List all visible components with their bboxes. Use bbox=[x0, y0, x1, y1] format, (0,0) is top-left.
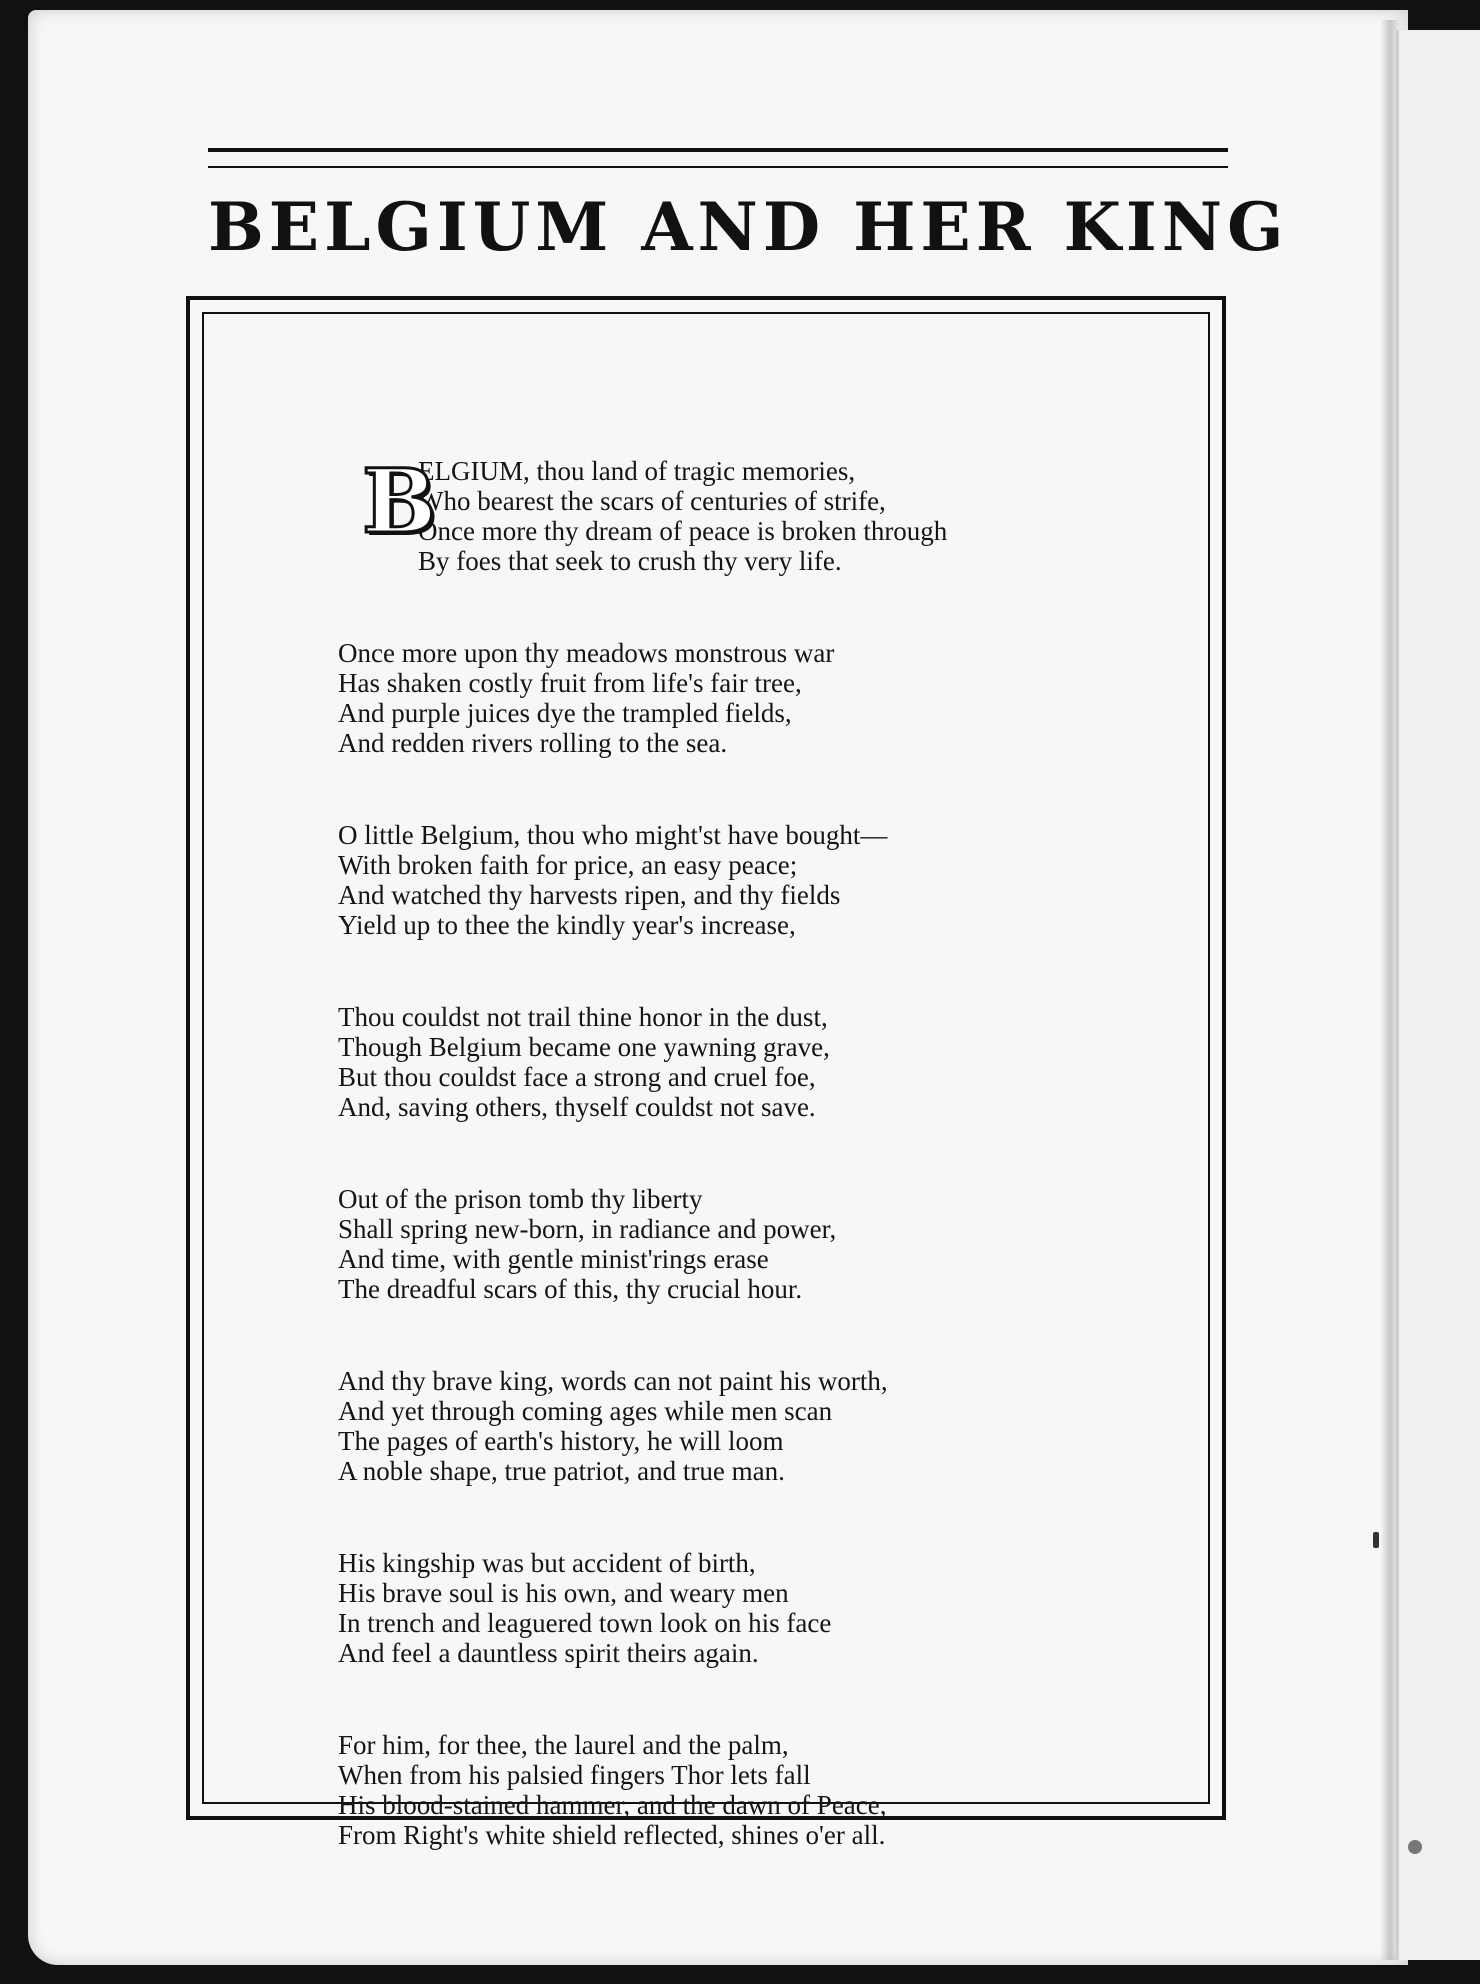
ink-mark bbox=[1373, 1532, 1379, 1548]
poem-line: The dreadful scars of this, thy crucial hour. bbox=[338, 1274, 803, 1304]
poem-line: By foes that seek to crush thy very life. bbox=[418, 546, 842, 576]
poem-line: And feel a dauntless spirit theirs again. bbox=[338, 1638, 759, 1668]
poem-line: Has shaken costly fruit from life's fair tree, bbox=[338, 668, 802, 698]
poem-line: His kingship was but accident of birth, bbox=[338, 1548, 756, 1578]
poem-line: Yield up to thee the kindly year's increase, bbox=[338, 910, 796, 940]
poem-line: The pages of earth's history, he will loom bbox=[338, 1426, 784, 1456]
stanza bbox=[338, 1184, 1098, 1304]
poem-line: Shall spring new-born, in radiance and power, bbox=[338, 1214, 837, 1244]
drop-cap: B bbox=[362, 449, 437, 553]
stanza bbox=[338, 1002, 1098, 1122]
poem-line: Once more thy dream of peace is broken through bbox=[418, 516, 948, 546]
poem-line: Once more upon thy meadows monstrous war bbox=[338, 638, 835, 668]
poem-line: His brave soul is his own, and weary men bbox=[338, 1578, 789, 1608]
stanza bbox=[338, 1730, 1098, 1850]
poem-line: But thou couldst face a strong and cruel foe, bbox=[338, 1062, 816, 1092]
poem-line: Who bearest the scars of centuries of strife, bbox=[418, 486, 886, 516]
facing-page-edge bbox=[1396, 30, 1480, 1960]
poem-line: For him, for thee, the laurel and the palm, bbox=[338, 1730, 789, 1760]
page-title: BELGIUM AND HER KING bbox=[208, 188, 1289, 266]
poem-line: And thy brave king, words can not paint his worth, bbox=[338, 1366, 888, 1396]
stanza bbox=[338, 449, 1098, 576]
poem-line: A noble shape, true patriot, and true man. bbox=[338, 1456, 785, 1486]
ink-dot bbox=[1408, 1840, 1422, 1854]
poem-line: Though Belgium became one yawning grave, bbox=[338, 1032, 830, 1062]
stanza bbox=[338, 1548, 1098, 1668]
title-double-rule bbox=[208, 148, 1228, 168]
poem bbox=[338, 449, 1098, 1912]
poem-line: And purple juices dye the trampled fields, bbox=[338, 698, 792, 728]
poem-line: And watched thy harvests ripen, and thy fields bbox=[338, 880, 841, 910]
poem-line: His blood-stained hammer, and the dawn of Peace, bbox=[338, 1790, 887, 1820]
stanza bbox=[338, 638, 1098, 758]
poem-line: O little Belgium, thou who might'st have bought— bbox=[338, 820, 888, 850]
poem-line: And, saving others, thyself couldst not save. bbox=[338, 1092, 816, 1122]
poem-line: Out of the prison tomb thy liberty bbox=[338, 1184, 703, 1214]
poem-line: And time, with gentle minist'rings erase bbox=[338, 1244, 769, 1274]
poem-line: With broken faith for price, an easy peace; bbox=[338, 850, 798, 880]
poem-line: In trench and leaguered town look on his face bbox=[338, 1608, 832, 1638]
poem-line: Thou couldst not trail thine honor in the dust, bbox=[338, 1002, 828, 1032]
poem-line: ELGIUM, thou land of tragic memories, bbox=[418, 456, 856, 486]
poem-line: When from his palsied fingers Thor lets fall bbox=[338, 1760, 811, 1790]
poem-line: And yet through coming ages while men scan bbox=[338, 1396, 833, 1426]
poem-line: And redden rivers rolling to the sea. bbox=[338, 728, 728, 758]
stanza bbox=[338, 820, 1098, 940]
stanza bbox=[338, 1366, 1098, 1486]
poem-line: From Right's white shield reflected, shines o'er all. bbox=[338, 1820, 886, 1850]
